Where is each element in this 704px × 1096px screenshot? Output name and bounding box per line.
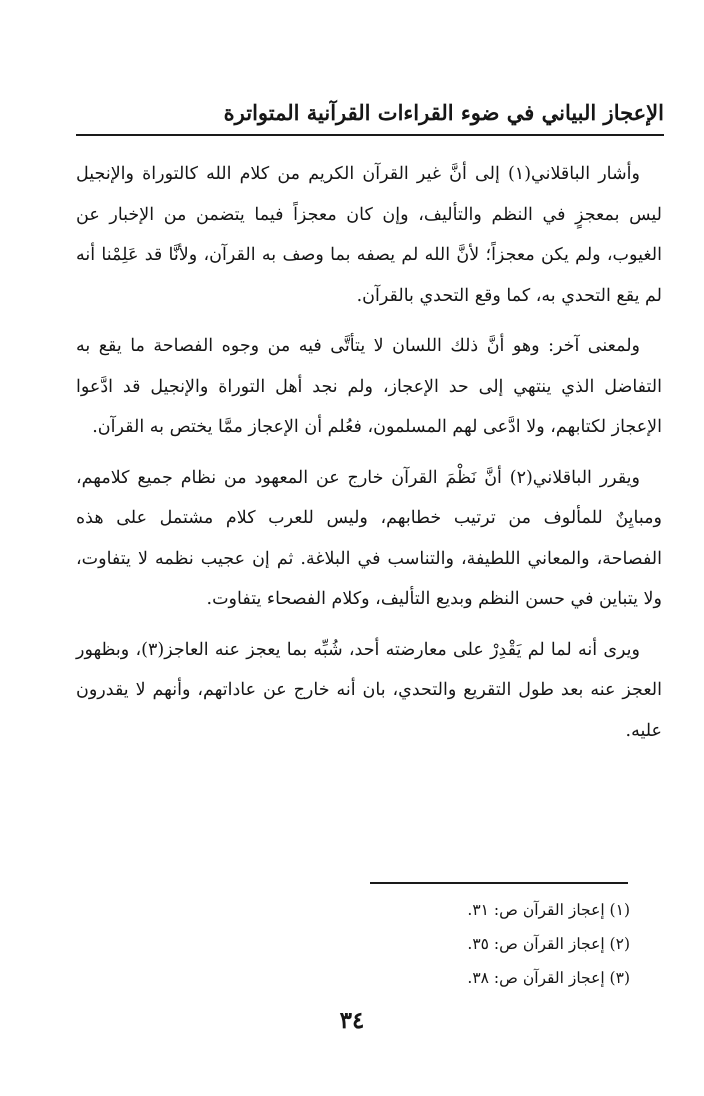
paragraph: ويقرر الباقلاني(٢) أنَّ نَظْمَ القرآن خارج عن المعهود من نظام جميع كلامهم، ومبايِنٌ للمألوف من ترتيب خطابهم، وليس للعرب كلام مشتمل على هذه الفصاحة، والمعاني اللطيفة، والتناسب في البلاغة. ثم إن عجيب نظمه لا يتفاوت، ولا يتباين في حسن النظم وبديع التأليف، وكلام الفصحاء يتفاوت. <box>76 467 662 609</box>
footnotes <box>310 893 630 995</box>
paragraph: وأشار الباقلاني(١) إلى أنَّ غير القرآن الكريم من كلام الله كالتوراة والإنجيل ليس بمعجزٍ في النظم والتأليف، وإن كان معجزاً فيما يتضمن من الإخبار عن الغيوب، ولم يكن معجزاً؛ لأنَّ الله لم يصفه بما وصف به القرآن، ولأنَّا قد عَلِمْنا أنه لم يقع التحدي به، كما وقع التحدي بالقرآن. <box>76 164 662 306</box>
running-head: الإعجاز البياني في ضوء القراءات القرآنية المتواترة <box>223 100 664 125</box>
page-number: ٣٤ <box>339 1007 365 1034</box>
footnote: (٢) إعجاز القرآن ص: ٣٥. <box>467 935 630 953</box>
header-rule <box>76 134 664 136</box>
footnote-rule <box>370 882 628 884</box>
paragraph: ولمعنى آخر: وهو أنَّ ذلك اللسان لا يتأتَّى فيه من وجوه الفصاحة ما يقع به التفاضل الذي ينتهي إلى حد الإعجاز، ولم نجد أهل التوراة والإنجيل قد ادَّعوا الإعجاز لكتابهم، ولا ادَّعى لهم المسلمون، فعُلم أن الإعجاز ممَّا يختص به القرآن. <box>76 336 662 437</box>
paragraph: ويرى أنه لما لم يَقْدِرْ على معارضته أحد، شُبِّه بما يعجز عنه العاجز(٣)، وبظهور العجز عنه بعد طول التقريع والتحدي، بان أنه خارج عن عاداتهم، وأنهم لا يقدرون عليه. <box>76 639 662 741</box>
footnote: (١) إعجاز القرآن ص: ٣١. <box>467 901 630 919</box>
body-text <box>76 154 662 866</box>
footnote: (٣) إعجاز القرآن ص: ٣٨. <box>467 969 630 987</box>
